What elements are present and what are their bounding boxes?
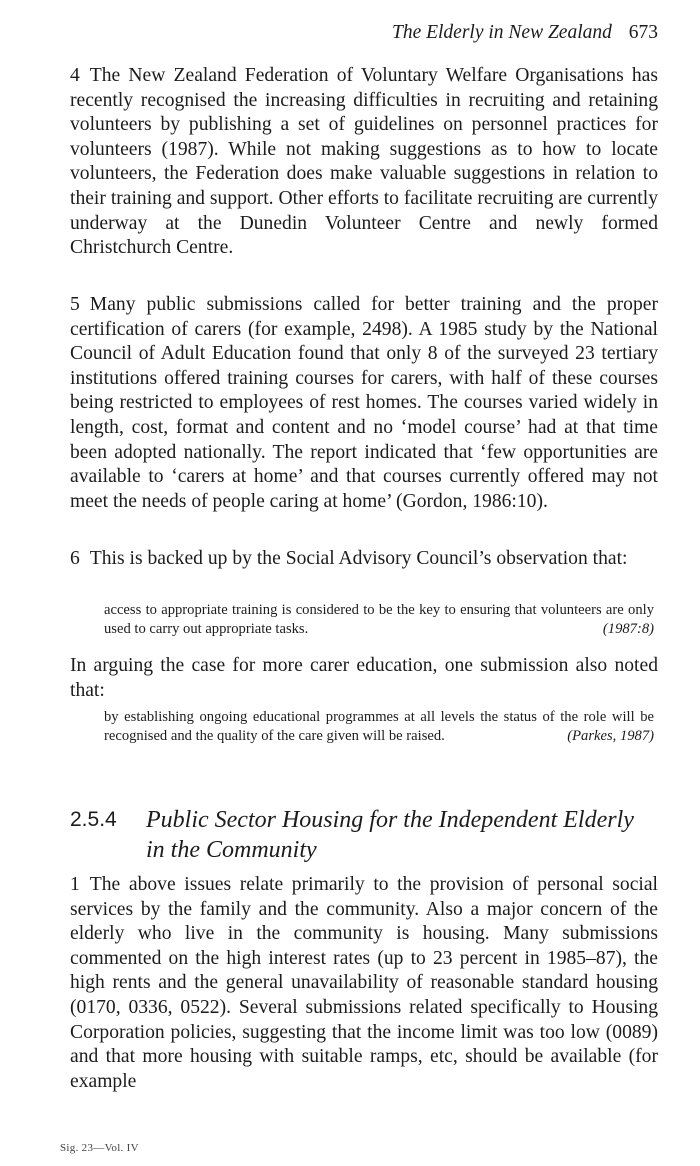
quote-citation: (1987:8) <box>602 621 654 637</box>
paragraph-4 <box>70 64 658 261</box>
section-title: Public Sector Housing for the Independent Elderly in the Community <box>146 807 634 863</box>
quote-text: access to appropriate training is considered to be the key to ensuring that volunteers are only used to carry out appropriate tasks. <box>104 602 654 637</box>
paragraph-text: This is backed up by the Social Advisory Council’s observation that: <box>89 548 628 569</box>
paragraph-number: 5 <box>70 294 80 315</box>
block-quote-social-advisory <box>104 601 654 639</box>
paragraph-number: 6 <box>70 548 80 569</box>
quote-citation: (Parkes, 1987) <box>567 728 654 744</box>
paragraph-text: In arguing the case for more carer education, one submission also noted that: <box>70 655 658 701</box>
running-head <box>392 20 658 46</box>
running-title: The Elderly in New Zealand <box>391 22 612 43</box>
paragraph-text: The New Zealand Federation of Voluntary Welfare Organisations has recently recognised the increasing difficulties in recruiting and retaining volunteers by publishing a set of guidelines on personnel practices for volunteers (1987). While not making suggestions as to how to locate volunteers, the Federation does make valuable suggestions in relation to their training and support. Other efforts to facilitate recruiting are currently underway at the Dunedin Volunteer Centre and newly formed Christchurch Centre. <box>70 65 658 259</box>
paragraph-text: Many public submissions called for better training and the proper certification of carers (for example, 2498). A 1985 study by the National Council of Adult Education found that only 8 of the surveyed 23 tertiary institutions offered training courses for carers, with half of these courses being restricted to employees of rest homes. The courses varied widely in length, cost, format and content and no ‘model course’ had at that time been adopted nationally. The report indicated that ‘few opportunities are available to ‘carers at home’ and that courses currently offered may not meet the needs of people caring at home’ (Gordon, 1986:10). <box>70 294 658 512</box>
section-number: 2.5.4 <box>70 808 117 831</box>
section-heading <box>70 805 658 865</box>
paragraph-number: 4 <box>70 65 80 86</box>
section-paragraph-1 <box>70 873 658 1094</box>
block-quote-parkes <box>104 708 654 746</box>
signature-footer: Sig. 23—Vol. IV <box>60 1142 139 1154</box>
paragraph-6 <box>70 547 658 572</box>
paragraph-argue <box>70 654 658 703</box>
paragraph-number: 1 <box>70 874 80 895</box>
quote-text: by establishing ongoing educational programmes at all levels the status of the role will be recognised and the quality of the care given will be raised. <box>104 709 654 744</box>
paragraph-text: The above issues relate primarily to the provision of personal social services by the family and the community. Also a major concern of the elderly who live in the community is housing. Many submissions commented on the high interest rates (up to 23 percent in 1985–87), the high rents and the general unavailability of reasonable standard housing (0170, 0336, 0522). Several submissions related specifically to Housing Corporation policies, suggesting that the income limit was too low (0089) and that more housing with suitable ramps, etc, should be available (for example <box>70 874 658 1092</box>
page-number: 673 <box>628 22 658 43</box>
paragraph-5 <box>70 293 658 514</box>
